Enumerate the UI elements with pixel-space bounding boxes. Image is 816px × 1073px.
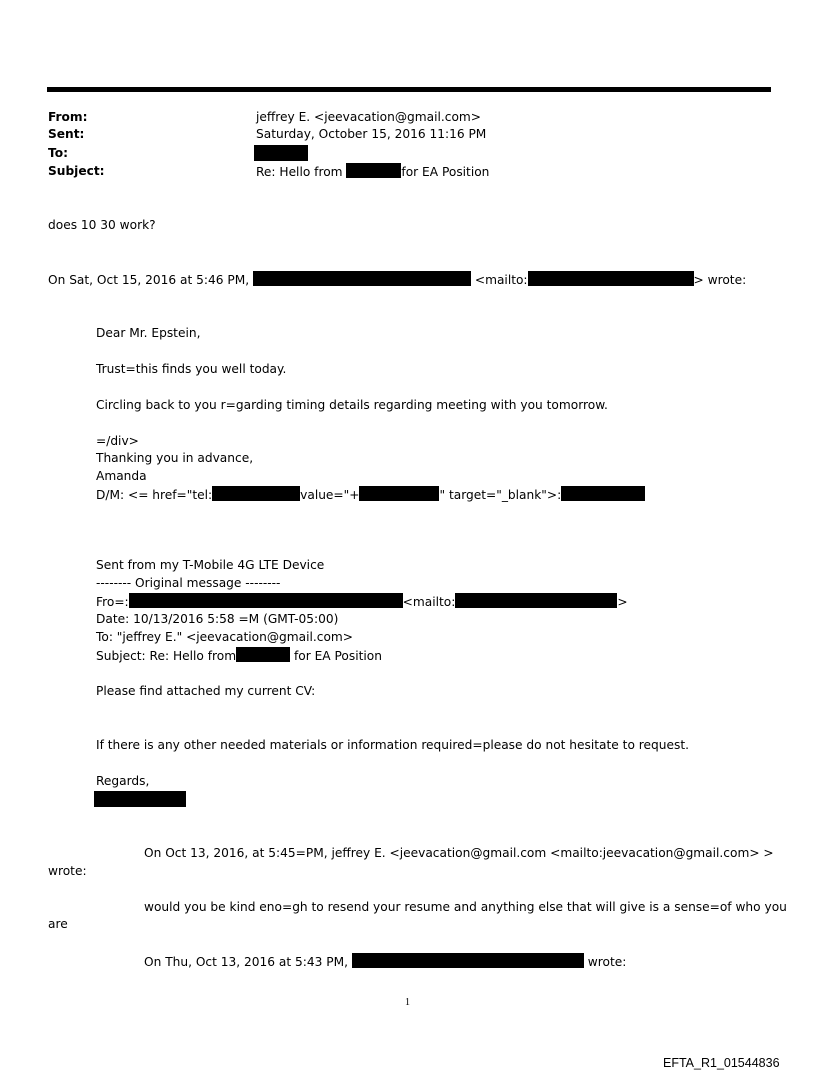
- sent-from: Sent from my T-Mobile 4G LTE Device: [96, 558, 325, 572]
- oct13-line: On Oct 13, 2016, at 5:45=PM, jeffrey E. <jeevacation@gmail.com <mailto:jeevacation@gmail.com> >: [144, 846, 774, 860]
- orig-subject-prefix: Subject: Re: Hello from: [96, 649, 237, 663]
- from-label: From:: [48, 110, 88, 124]
- dm-line: [96, 486, 645, 503]
- dm-target: " target="_blank">:: [439, 488, 562, 502]
- line-trust: Trust=this finds you well today.: [96, 362, 287, 376]
- redaction-orig-from-email: [455, 593, 617, 608]
- kind-line: would you be kind eno=gh to resend your resume and anything else that will give is a sense=of who you: [144, 900, 787, 914]
- redaction-sender-email: [528, 271, 694, 286]
- line-amanda: Amanda: [96, 469, 147, 483]
- wrote-line: wrote:: [48, 864, 87, 878]
- dm-prefix: D/M: <= href="tel:: [96, 488, 213, 502]
- redaction-tel-text: [561, 486, 645, 501]
- redaction-orig-from-name: [129, 593, 403, 608]
- thu-line-suffix: wrote:: [587, 955, 627, 969]
- subject-suffix: for EA Position: [401, 165, 490, 179]
- header-divider: [47, 87, 771, 92]
- document-id: EFTA_R1_01544836: [663, 1056, 780, 1070]
- quote-intro-suffix: > wrote:: [693, 273, 747, 287]
- subject-prefix: Re: Hello from: [256, 165, 347, 179]
- materials-line: If there is any other needed materials or information required=please do not hesitate to request.: [96, 738, 689, 752]
- redaction-to: [254, 145, 308, 161]
- redaction-tel: [212, 486, 300, 501]
- regards: Regards,: [96, 774, 150, 788]
- greeting: Dear Mr. Epstein,: [96, 326, 201, 340]
- thu-line: [144, 953, 626, 970]
- from-value: jeffrey E. <jeevacation@gmail.com>: [256, 110, 481, 124]
- dm-value: value="+: [300, 488, 360, 502]
- orig-mailto-close: >: [617, 595, 628, 609]
- reply-text: does 10 30 work?: [48, 218, 156, 232]
- sent-label: Sent:: [48, 127, 85, 141]
- orig-from-line: [96, 593, 628, 610]
- redaction-tel-value: [359, 486, 439, 501]
- quote-intro-mailto: <mailto:: [474, 273, 528, 287]
- sent-value: Saturday, October 15, 2016 11:16 PM: [256, 127, 487, 141]
- line-circling: Circling back to you r=garding timing details regarding meeting with you tomorrow.: [96, 398, 608, 412]
- cv-line: Please find attached my current CV:: [96, 684, 316, 698]
- orig-from-label: Fro=:: [96, 595, 129, 609]
- subject-value: [256, 163, 489, 180]
- line-div: =/div>: [96, 434, 139, 448]
- redaction-subject: [346, 163, 401, 178]
- redaction-orig-subject: [236, 647, 290, 662]
- redaction-sender-name: [253, 271, 471, 286]
- quote-intro: [48, 271, 746, 288]
- to-label: To:: [48, 146, 68, 160]
- orig-subject-suffix: for EA Position: [293, 649, 382, 663]
- original-message-divider: -------- Original message --------: [96, 576, 281, 590]
- subject-label: Subject:: [48, 164, 105, 178]
- redaction-signature: [94, 791, 186, 807]
- line-thanking: Thanking you in advance,: [96, 451, 254, 465]
- quote-intro-prefix: On Sat, Oct 15, 2016 at 5:46 PM,: [48, 273, 250, 287]
- thu-line-prefix: On Thu, Oct 13, 2016 at 5:43 PM,: [144, 955, 349, 969]
- orig-subject: [96, 647, 382, 664]
- are-line: are: [48, 917, 68, 931]
- orig-date: Date: 10/13/2016 5:58 =M (GMT-05:00): [96, 612, 339, 626]
- orig-mailto-open: <mailto:: [402, 595, 456, 609]
- orig-to: To: "jeffrey E." <jeevacation@gmail.com>: [96, 630, 354, 644]
- redaction-thu-sender: [352, 953, 584, 968]
- page-number: 1: [405, 997, 410, 1008]
